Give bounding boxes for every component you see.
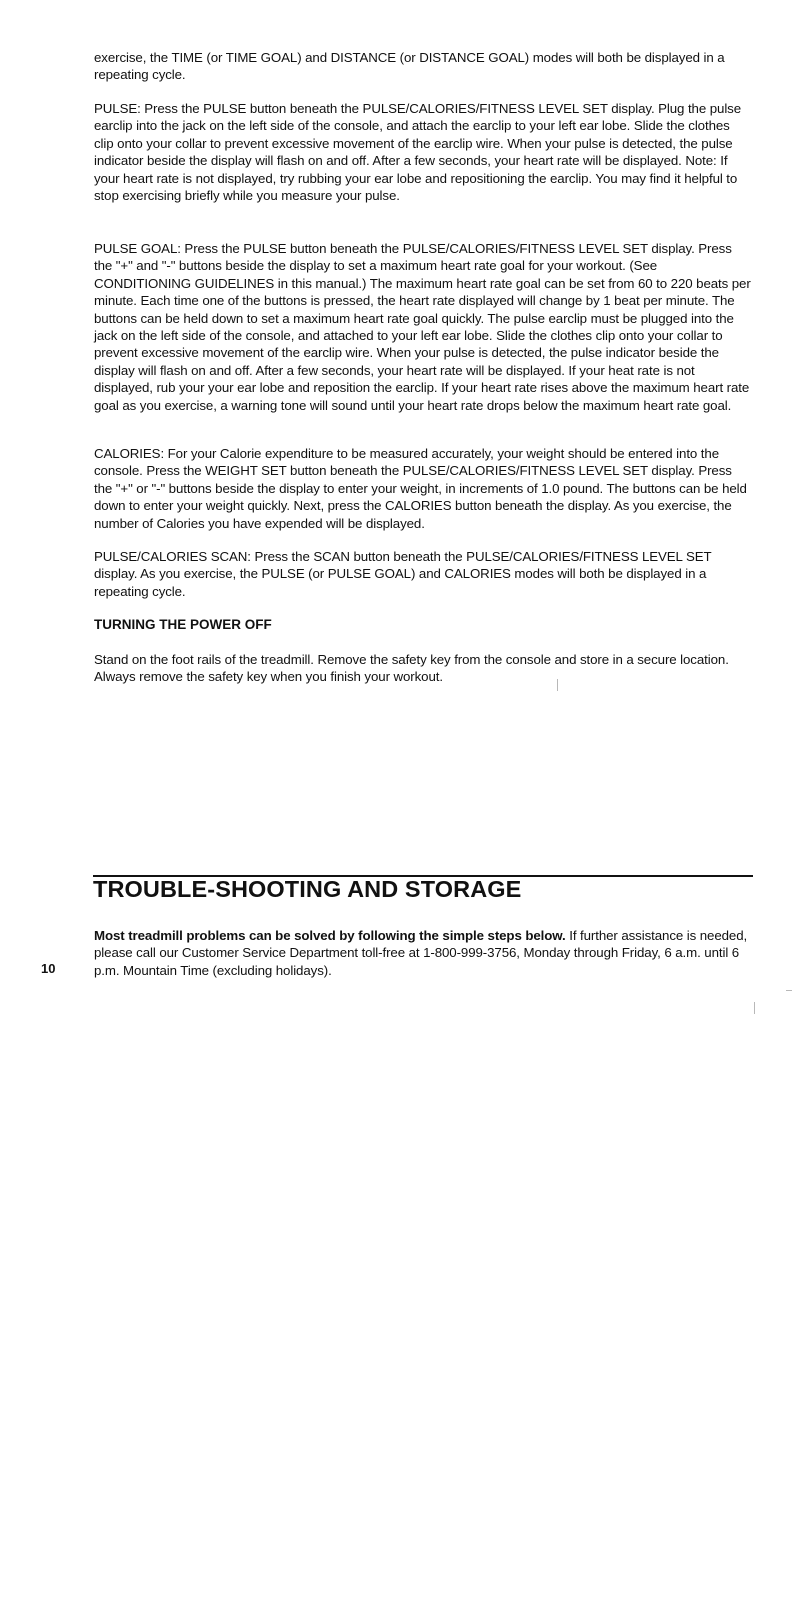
intro-paragraph: exercise, the TIME (or TIME GOAL) and DISTANCE (or DISTANCE GOAL) modes will both be displayed in a repeating cycle. <box>94 50 725 83</box>
trouble-shooting-contact: If further assistance is needed, please call our Customer Service Department toll-free at 1-800-999-3756, Monday through Friday, 6 a.m. until 6 p.m. Mountain Time (excluding holidays). <box>94 928 748 978</box>
scan-mark <box>786 990 792 991</box>
calories-paragraph: CALORIES: For your Calorie expenditure to be measured accurately, your weight should be entered into the console. Press the WEIGHT SET button beneath the PULSE/CALORIES/FITNESS LEVEL SET display. Press the "+" or "-" buttons beside the display to enter your weight, in increments of 1.0 pound. The buttons can be held down to enter your weight quickly. Next, press the CALORIES button beneath the display. As you exercise, the number of Calories you have expended will be displayed. <box>94 446 747 531</box>
trouble-shooting-lead: Most treadmill problems can be solved by following the simple steps below. <box>94 928 566 943</box>
trouble-shooting-paragraph <box>94 927 752 979</box>
power-off-paragraph: Stand on the foot rails of the treadmill. Remove the safety key from the console and store in a secure location. Always remove the safety key when you finish your workout. <box>94 652 729 685</box>
power-off-heading: TURNING THE POWER OFF <box>94 617 272 632</box>
page-number: 10 <box>41 961 56 976</box>
section-title: TROUBLE-SHOOTING AND STORAGE <box>93 876 522 902</box>
pulse-goal-paragraph: PULSE GOAL: Press the PULSE button beneath the PULSE/CALORIES/FITNESS LEVEL SET display. Press the "+" and "-" buttons beside the display to set a maximum heart rate goal for your workout. (See CONDITIONING GUIDELINES in this manual.) The maximum heart rate goal can be set from 60 to 220 beats per minute. Each time one of the buttons is pressed, the heart rate displayed will change by 1 beat per minute. The buttons can be held down to set a maximum heart rate goal quickly. The pulse earclip must be plugged into the jack on the left side of the console, and attached to your left ear lobe. Slide the clothes clip onto your collar to prevent excessive movement of the earclip wire. When your pulse is detected, the pulse indicator beside the display will flash on and off. After a few seconds, your heart rate will be displayed. If your heat rate is not displayed, rub your your ear lobe and reposition the earclip. If your heart rate rises above the maximum heart rate goal as you exercise, a warning tone will sound until your heart rate drops below the maximum heart rate goal. <box>94 241 751 413</box>
pulse-paragraph: PULSE: Press the PULSE button beneath the PULSE/CALORIES/FITNESS LEVEL SET display. Plug the pulse earclip into the jack on the left side of the console, and attach the earclip to your left ear lobe. Slide the clothes clip onto your collar to prevent excessive movement of the earclip wire. When your pulse is detected, the pulse indicator beside the display will flash on and off. After a few seconds, your heart rate will be displayed. Note: If your heart rate is not displayed, try rubbing your ear lobe and repositioning the earclip. You may find it helpful to stop exercising briefly while you measure your pulse. <box>94 101 742 204</box>
scan-mark <box>754 1002 755 1014</box>
pulse-calories-scan-paragraph: PULSE/CALORIES SCAN: Press the SCAN button beneath the PULSE/CALORIES/FITNESS LEVEL SET display. As you exercise, the PULSE (or PULSE GOAL) and CALORIES modes will both be displayed in a repeating cycle. <box>94 549 712 599</box>
scan-mark <box>557 679 558 691</box>
